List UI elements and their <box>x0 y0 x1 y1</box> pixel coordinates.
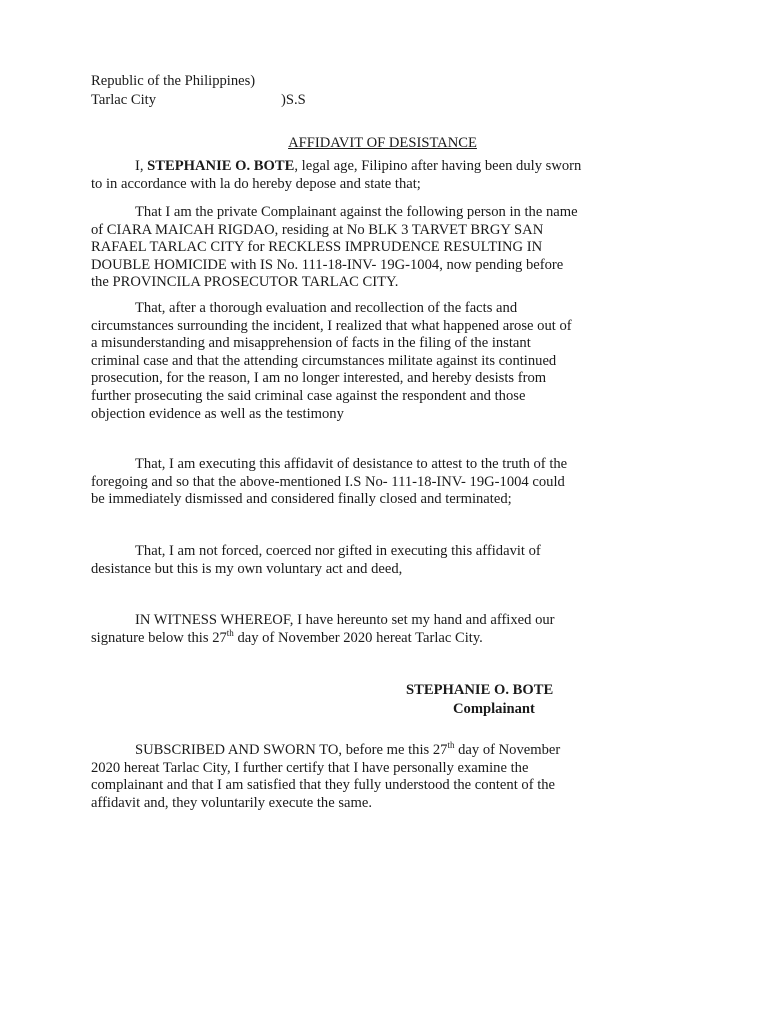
affiant-name: STEPHANIE O. BOTE <box>147 158 295 174</box>
paragraph-line: further prosecuting the said criminal case against the respondent and those <box>91 387 526 404</box>
paragraph-line: signature below this 27th day of November 2020 hereat Tarlac City. <box>91 627 483 646</box>
paragraph-complaint <box>91 204 659 292</box>
paragraph-witness <box>91 612 659 647</box>
paragraph-line: affidavit and, they voluntarily execute the same. <box>91 794 372 811</box>
paragraph-line: I, STEPHANIE O. BOTE, legal age, Filipino after having been duly sworn <box>135 158 582 174</box>
paragraph-line: criminal case and that the attending circumstances militate against its continued <box>91 352 557 369</box>
paragraph-line: be immediately dismissed and considered finally closed and terminated; <box>91 491 512 508</box>
paragraph-jurat <box>91 742 659 812</box>
paragraph-line: the PROVINCILA PROSECUTOR TARLAC CITY. <box>91 274 399 291</box>
paragraph-line: circumstances surrounding the incident, I realized that what happened arose out of <box>91 317 572 334</box>
paragraph-line: complainant and that I am satisfied that they fully understood the content of the <box>91 777 556 794</box>
paragraph-line: of CIARA MAICAH RIGDAO, residing at No BLK 3 TARVET BRGY SAN <box>91 221 544 238</box>
paragraph-affiant <box>91 158 659 193</box>
paragraph-line: IN WITNESS WHEREOF, I have hereunto set my hand and affixed our <box>135 612 555 628</box>
paragraph-line: objection evidence as well as the testimony <box>91 405 344 422</box>
paragraph-line: That I am the private Complainant against the following person in the name <box>135 204 578 220</box>
paragraph-evaluation <box>91 300 659 423</box>
paragraph-line: That, I am executing this affidavit of desistance to attest to the truth of the <box>135 456 568 472</box>
paragraph-line: DOUBLE HOMICIDE with IS No. 111-18-INV- 19G-1004, now pending before <box>91 256 564 273</box>
document-title: AFFIDAVIT OF DESISTANCE <box>288 135 477 151</box>
paragraph-line: prosecution, for the reason, I am no longer interested, and hereby desists from <box>91 370 547 387</box>
paragraph-voluntary <box>91 543 659 578</box>
paragraph-line: to in accordance with la do hereby depose and state that; <box>91 175 421 192</box>
paragraph-line: That, after a thorough evaluation and recollection of the facts and <box>135 300 518 316</box>
signatory-role: Complainant <box>453 701 535 717</box>
caption-city: Tarlac City <box>91 92 157 108</box>
paragraph-line: That, I am not forced, coerced nor gifted in executing this affidavit of <box>135 543 541 559</box>
paragraph-line: RAFAEL TARLAC CITY for RECKLESS IMPRUDENCE RESULTING IN <box>91 239 543 256</box>
caption-venue <box>91 91 306 109</box>
paragraph-line: desistance but this is my own voluntary act and deed, <box>91 560 403 577</box>
caption-republic: Republic of the Philippines) <box>91 73 256 89</box>
caption-ss: )S.S <box>281 92 306 108</box>
paragraph-line: SUBSCRIBED AND SWORN TO, before me this 27th day of November <box>135 740 561 758</box>
paragraph-attestation <box>91 456 659 509</box>
paragraph-line: a misunderstanding and misapprehension of facts in the filing of the instant <box>91 335 531 352</box>
paragraph-line: 2020 hereat Tarlac City, I further certify that I have personally examine the <box>91 759 529 776</box>
paragraph-line: foregoing and so that the above-mentioned I.S No- 111-18-INV- 19G-1004 could <box>91 473 565 490</box>
signatory-name: STEPHANIE O. BOTE <box>406 682 554 698</box>
